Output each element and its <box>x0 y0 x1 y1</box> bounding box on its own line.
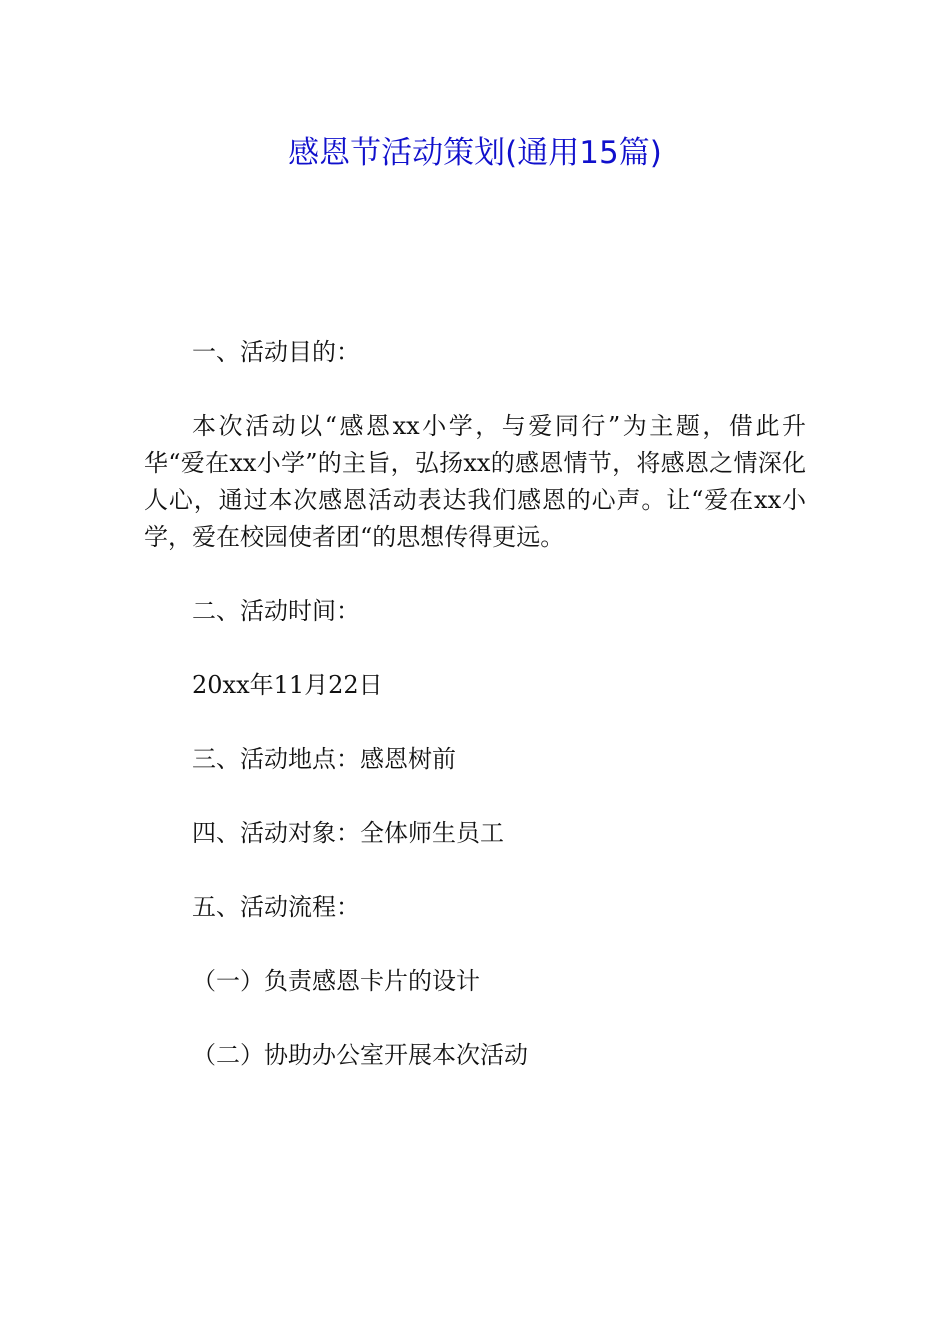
document-title: 感恩节活动策划(通用15篇) <box>288 135 662 171</box>
list-item-assist-office: （二）协助办公室开展本次活动 <box>192 1041 528 1069</box>
list-item-card-design: （一）负责感恩卡片的设计 <box>192 967 480 995</box>
section-heading-process: 五、活动流程： <box>192 893 360 921</box>
document-body <box>144 334 806 1074</box>
section-audience: 四、活动对象：全体师生员工 <box>192 819 504 847</box>
section-location: 三、活动地点：感恩树前 <box>192 745 456 773</box>
section-heading-purpose: 一、活动目的： <box>192 338 360 366</box>
paragraph-purpose: 本次活动以“感恩xx小学，与爱同行”为主题，借此升华“爱在xx小学”的主旨，弘扬xx的感恩情节，将感恩之情深化人心，通过本次感恩活动表达我们感恩的心声。让“爱在xx小学，爱在校园使者团“的思想传得更远。 <box>144 412 806 551</box>
section-heading-time: 二、活动时间： <box>192 597 360 625</box>
paragraph-date: 20xx年11月22日 <box>192 671 383 699</box>
